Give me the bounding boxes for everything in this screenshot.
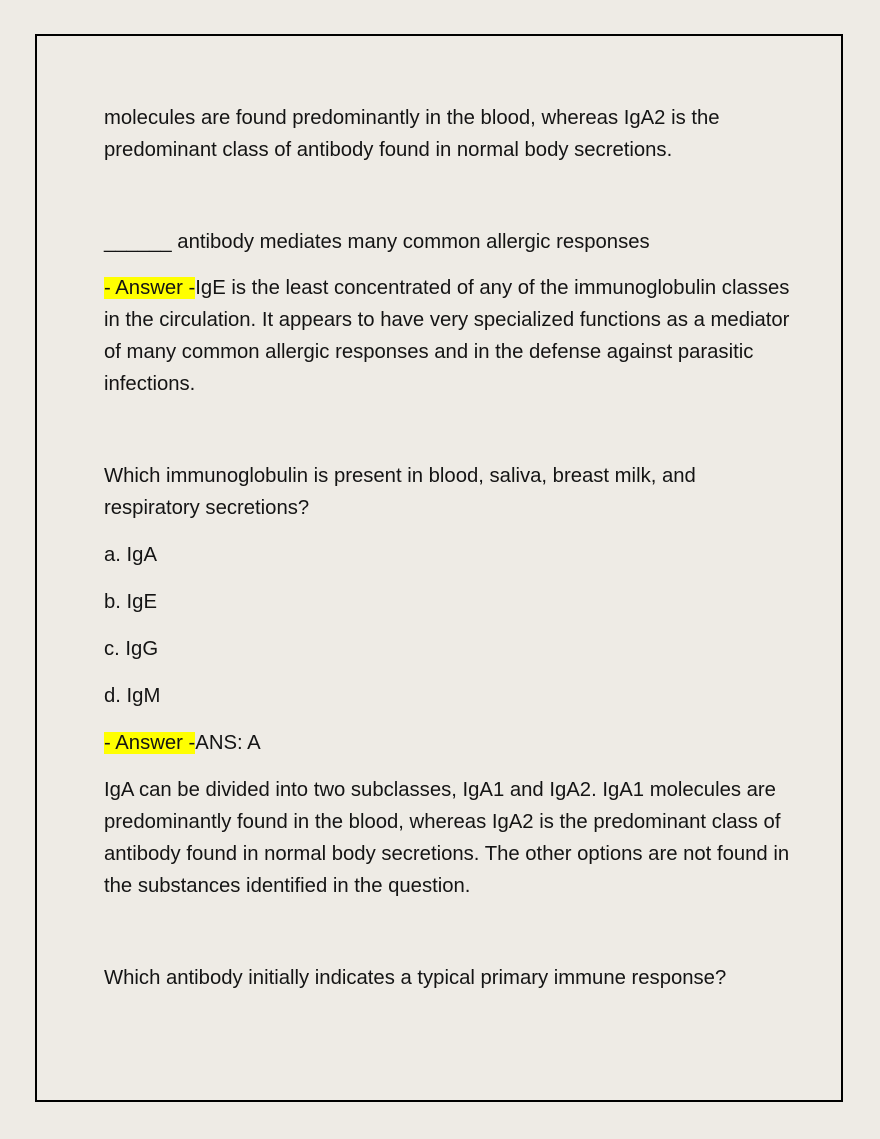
answer-2-text: ANS: A	[195, 732, 261, 754]
option-a: a. IgA	[104, 544, 157, 566]
answer-label-highlight: - Answer -	[104, 732, 196, 754]
document-body	[104, 102, 794, 994]
question-3: Which antibody initially indicates a typical primary immune response?	[104, 967, 727, 989]
option-c: c. IgG	[104, 638, 159, 660]
question-2: Which immunoglobulin is present in blood, saliva, breast milk, and respiratory secretions?	[104, 465, 696, 519]
question-1: ______ antibody mediates many common allergic responses	[104, 231, 650, 253]
option-d: d. IgM	[104, 685, 161, 707]
answer-1-text: IgE is the least concentrated of any of the immunoglobulin classes in the circulation. It appears to have very specialized functions as a mediator of many common allergic responses and in the defense against parasitic infections.	[104, 277, 790, 395]
answer-2	[104, 727, 794, 759]
option-b: b. IgE	[104, 591, 157, 613]
intro-paragraph: molecules are found predominantly in the blood, whereas IgA2 is the predominant class of antibody found in normal body secretions.	[104, 107, 720, 161]
answer-1	[104, 272, 794, 400]
answer-2-explanation: IgA can be divided into two subclasses, IgA1 and IgA2. IgA1 molecules are predominantly found in the blood, whereas IgA2 is the predominant class of antibody found in normal body secretions. The other options are not found in the substances identified in the question.	[104, 779, 790, 897]
answer-label-highlight: - Answer -	[104, 277, 196, 299]
